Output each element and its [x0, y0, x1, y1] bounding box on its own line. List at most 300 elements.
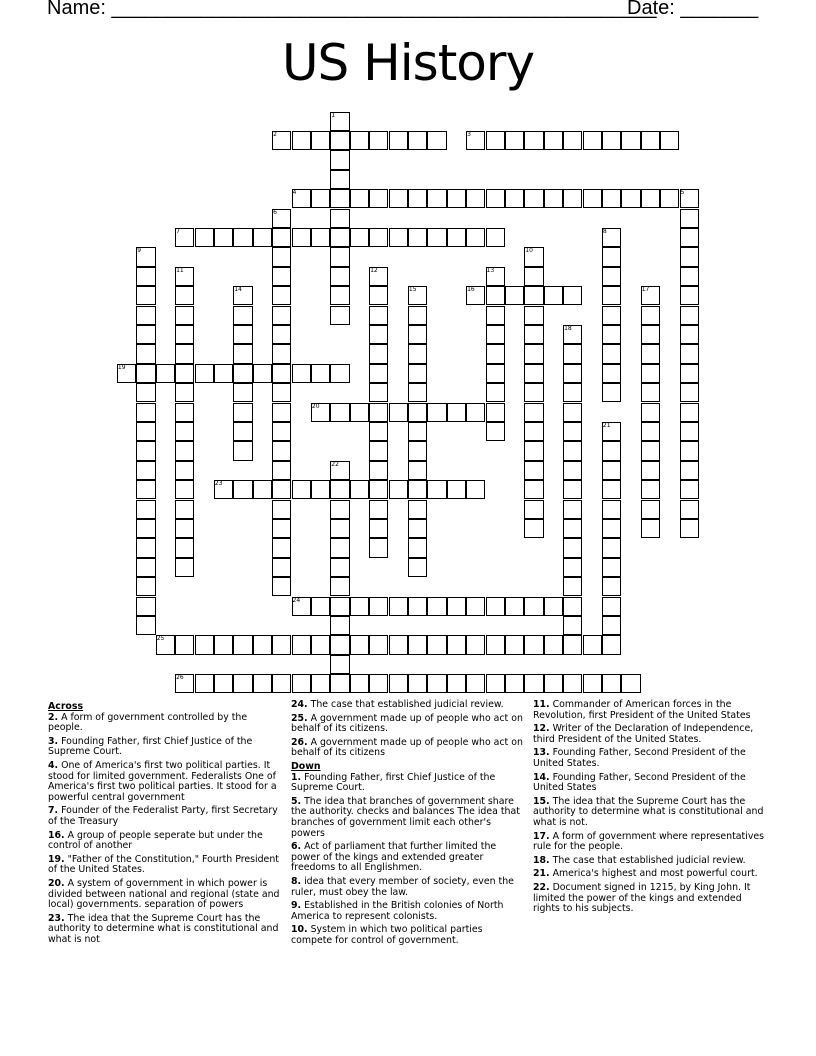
grid-cell[interactable]	[466, 597, 485, 616]
grid-cell[interactable]	[272, 538, 291, 557]
grid-cell[interactable]	[233, 364, 252, 383]
grid-cell[interactable]	[563, 577, 582, 596]
grid-cell[interactable]	[524, 325, 543, 344]
grid-cell[interactable]	[583, 189, 602, 208]
grid-cell[interactable]	[136, 325, 155, 344]
grid-cell[interactable]	[563, 461, 582, 480]
grid-cell[interactable]	[136, 597, 155, 616]
grid-cell[interactable]	[350, 131, 369, 150]
grid-cell[interactable]	[408, 306, 427, 325]
grid-cell[interactable]	[136, 461, 155, 480]
grid-cell[interactable]	[544, 286, 563, 305]
grid-cell[interactable]	[389, 131, 408, 150]
grid-cell[interactable]	[369, 635, 388, 654]
grid-cell[interactable]	[292, 674, 311, 693]
grid-cell[interactable]	[641, 422, 660, 441]
grid-cell[interactable]	[466, 480, 485, 499]
grid-cell[interactable]	[330, 674, 349, 693]
grid-cell[interactable]	[330, 247, 349, 266]
grid-cell[interactable]	[602, 597, 621, 616]
grid-cell[interactable]	[136, 500, 155, 519]
grid-cell[interactable]	[466, 228, 485, 247]
grid-cell[interactable]	[350, 597, 369, 616]
grid-cell[interactable]	[408, 344, 427, 363]
grid-cell[interactable]	[524, 635, 543, 654]
grid-cell[interactable]	[350, 635, 369, 654]
grid-cell[interactable]	[330, 267, 349, 286]
grid-cell[interactable]	[427, 674, 446, 693]
grid-cell[interactable]	[175, 344, 194, 363]
grid-cell[interactable]	[175, 364, 194, 383]
grid-cell[interactable]	[330, 306, 349, 325]
grid-cell[interactable]	[369, 519, 388, 538]
grid-cell[interactable]	[330, 616, 349, 635]
grid-cell[interactable]	[330, 286, 349, 305]
grid-cell[interactable]	[233, 480, 252, 499]
grid-cell[interactable]	[214, 364, 233, 383]
grid-cell[interactable]	[369, 325, 388, 344]
grid-cell[interactable]	[680, 480, 699, 499]
grid-cell[interactable]	[175, 480, 194, 499]
grid-cell[interactable]	[369, 480, 388, 499]
grid-cell[interactable]	[486, 383, 505, 402]
grid-cell[interactable]	[195, 635, 214, 654]
grid-cell[interactable]	[330, 538, 349, 557]
grid-cell[interactable]	[602, 558, 621, 577]
grid-cell[interactable]	[563, 364, 582, 383]
grid-cell[interactable]	[369, 189, 388, 208]
grid-cell[interactable]	[136, 558, 155, 577]
grid-cell[interactable]	[427, 228, 446, 247]
grid-cell[interactable]	[272, 558, 291, 577]
grid-cell[interactable]	[369, 131, 388, 150]
grid-cell[interactable]	[369, 383, 388, 402]
grid-cell[interactable]	[466, 403, 485, 422]
grid-cell[interactable]	[311, 480, 330, 499]
grid-cell[interactable]	[292, 480, 311, 499]
grid-cell[interactable]	[136, 364, 155, 383]
grid-cell[interactable]	[680, 364, 699, 383]
grid-cell[interactable]	[369, 403, 388, 422]
grid-cell[interactable]	[641, 344, 660, 363]
grid-cell[interactable]	[272, 306, 291, 325]
grid-cell[interactable]	[602, 500, 621, 519]
grid-cell[interactable]	[544, 597, 563, 616]
grid-cell[interactable]	[680, 325, 699, 344]
grid-cell[interactable]	[486, 131, 505, 150]
grid-cell[interactable]	[602, 286, 621, 305]
grid-cell[interactable]	[272, 500, 291, 519]
grid-cell[interactable]	[330, 480, 349, 499]
grid-cell[interactable]	[524, 286, 543, 305]
grid-cell[interactable]	[136, 538, 155, 557]
grid-cell[interactable]	[233, 344, 252, 363]
grid-cell[interactable]	[563, 480, 582, 499]
grid-cell[interactable]	[272, 344, 291, 363]
grid-cell[interactable]	[214, 228, 233, 247]
grid-cell[interactable]	[311, 228, 330, 247]
grid-cell[interactable]	[680, 500, 699, 519]
grid-cell[interactable]	[524, 519, 543, 538]
grid-cell[interactable]	[602, 519, 621, 538]
grid-cell[interactable]	[253, 228, 272, 247]
grid-cell[interactable]	[253, 635, 272, 654]
grid-cell[interactable]	[563, 441, 582, 460]
grid-cell[interactable]	[408, 325, 427, 344]
grid-cell[interactable]	[486, 325, 505, 344]
grid-cell[interactable]	[447, 480, 466, 499]
grid-cell[interactable]	[408, 364, 427, 383]
grid-cell[interactable]	[641, 189, 660, 208]
grid-cell[interactable]	[641, 441, 660, 460]
grid-cell[interactable]	[272, 247, 291, 266]
grid-cell[interactable]	[524, 189, 543, 208]
grid-cell[interactable]	[175, 422, 194, 441]
grid-cell[interactable]	[680, 461, 699, 480]
grid-cell[interactable]	[253, 364, 272, 383]
grid-cell[interactable]	[660, 131, 679, 150]
grid-cell[interactable]	[466, 189, 485, 208]
grid-cell[interactable]	[272, 325, 291, 344]
grid-cell[interactable]	[602, 325, 621, 344]
grid-cell[interactable]	[233, 325, 252, 344]
grid-cell[interactable]	[330, 209, 349, 228]
grid-cell[interactable]	[369, 538, 388, 557]
grid-cell[interactable]	[311, 635, 330, 654]
grid-cell[interactable]	[544, 635, 563, 654]
grid-cell[interactable]	[330, 519, 349, 538]
grid-cell[interactable]	[311, 189, 330, 208]
grid-cell[interactable]	[272, 519, 291, 538]
grid-cell[interactable]	[563, 558, 582, 577]
grid-cell[interactable]	[602, 306, 621, 325]
grid-cell[interactable]	[175, 403, 194, 422]
grid-cell[interactable]	[680, 422, 699, 441]
grid-cell[interactable]	[680, 306, 699, 325]
grid-cell[interactable]	[486, 306, 505, 325]
grid-cell[interactable]	[602, 247, 621, 266]
grid-cell[interactable]	[408, 480, 427, 499]
grid-cell[interactable]	[563, 403, 582, 422]
grid-cell[interactable]	[563, 538, 582, 557]
grid-cell[interactable]	[175, 558, 194, 577]
grid-cell[interactable]	[563, 674, 582, 693]
grid-cell[interactable]	[563, 500, 582, 519]
grid-cell[interactable]	[369, 286, 388, 305]
grid-cell[interactable]	[330, 364, 349, 383]
grid-cell[interactable]	[583, 674, 602, 693]
grid-cell[interactable]	[466, 635, 485, 654]
grid-cell[interactable]	[330, 131, 349, 150]
grid-cell[interactable]	[369, 461, 388, 480]
grid-cell[interactable]	[544, 131, 563, 150]
grid-cell[interactable]	[369, 500, 388, 519]
grid-cell[interactable]	[641, 306, 660, 325]
grid-cell[interactable]	[427, 131, 446, 150]
grid-cell[interactable]	[272, 383, 291, 402]
grid-cell[interactable]	[408, 131, 427, 150]
grid-cell[interactable]	[408, 500, 427, 519]
grid-cell[interactable]	[408, 403, 427, 422]
grid-cell[interactable]	[389, 228, 408, 247]
grid-cell[interactable]	[136, 519, 155, 538]
grid-cell[interactable]	[369, 597, 388, 616]
grid-cell[interactable]	[602, 364, 621, 383]
grid-cell[interactable]	[680, 383, 699, 402]
grid-cell[interactable]	[602, 674, 621, 693]
grid-cell[interactable]	[447, 674, 466, 693]
grid-cell[interactable]	[272, 286, 291, 305]
grid-cell[interactable]	[136, 441, 155, 460]
grid-cell[interactable]	[136, 306, 155, 325]
grid-cell[interactable]	[524, 441, 543, 460]
grid-cell[interactable]	[136, 616, 155, 635]
grid-cell[interactable]	[272, 461, 291, 480]
grid-cell[interactable]	[369, 306, 388, 325]
grid-cell[interactable]	[233, 674, 252, 693]
grid-cell[interactable]	[330, 150, 349, 169]
grid-cell[interactable]	[641, 383, 660, 402]
grid-cell[interactable]	[563, 422, 582, 441]
grid-cell[interactable]	[272, 364, 291, 383]
grid-cell[interactable]	[369, 364, 388, 383]
grid-cell[interactable]	[524, 131, 543, 150]
grid-cell[interactable]	[214, 635, 233, 654]
grid-cell[interactable]	[330, 635, 349, 654]
grid-cell[interactable]	[505, 131, 524, 150]
grid-cell[interactable]	[369, 441, 388, 460]
grid-cell[interactable]	[524, 306, 543, 325]
grid-cell[interactable]	[486, 597, 505, 616]
grid-cell[interactable]	[292, 364, 311, 383]
grid-cell[interactable]	[563, 635, 582, 654]
grid-cell[interactable]	[253, 480, 272, 499]
grid-cell[interactable]	[621, 674, 640, 693]
grid-cell[interactable]	[621, 189, 640, 208]
grid-cell[interactable]	[680, 519, 699, 538]
grid-cell[interactable]	[175, 538, 194, 557]
grid-cell[interactable]	[136, 286, 155, 305]
grid-cell[interactable]	[136, 267, 155, 286]
grid-cell[interactable]	[602, 461, 621, 480]
grid-cell[interactable]	[680, 344, 699, 363]
grid-cell[interactable]	[175, 383, 194, 402]
grid-cell[interactable]	[505, 286, 524, 305]
grid-cell[interactable]	[272, 577, 291, 596]
grid-cell[interactable]	[350, 403, 369, 422]
grid-cell[interactable]	[505, 674, 524, 693]
grid-cell[interactable]	[486, 422, 505, 441]
grid-cell[interactable]	[505, 189, 524, 208]
grid-cell[interactable]	[602, 480, 621, 499]
grid-cell[interactable]	[330, 597, 349, 616]
grid-cell[interactable]	[292, 228, 311, 247]
grid-cell[interactable]	[292, 131, 311, 150]
grid-cell[interactable]	[136, 422, 155, 441]
grid-cell[interactable]	[408, 228, 427, 247]
grid-cell[interactable]	[680, 209, 699, 228]
grid-cell[interactable]	[427, 597, 446, 616]
grid-cell[interactable]	[233, 228, 252, 247]
grid-cell[interactable]	[156, 364, 175, 383]
grid-cell[interactable]	[447, 597, 466, 616]
grid-cell[interactable]	[136, 344, 155, 363]
grid-cell[interactable]	[680, 286, 699, 305]
grid-cell[interactable]	[427, 480, 446, 499]
grid-cell[interactable]	[466, 674, 485, 693]
grid-cell[interactable]	[602, 383, 621, 402]
grid-cell[interactable]	[680, 267, 699, 286]
grid-cell[interactable]	[330, 170, 349, 189]
grid-cell[interactable]	[408, 635, 427, 654]
grid-cell[interactable]	[524, 383, 543, 402]
grid-cell[interactable]	[524, 364, 543, 383]
grid-cell[interactable]	[195, 228, 214, 247]
grid-cell[interactable]	[272, 422, 291, 441]
grid-cell[interactable]	[486, 364, 505, 383]
grid-cell[interactable]	[175, 519, 194, 538]
grid-cell[interactable]	[389, 635, 408, 654]
grid-cell[interactable]	[602, 131, 621, 150]
grid-cell[interactable]	[389, 674, 408, 693]
grid-cell[interactable]	[233, 441, 252, 460]
grid-cell[interactable]	[641, 519, 660, 538]
grid-cell[interactable]	[641, 461, 660, 480]
grid-cell[interactable]	[544, 674, 563, 693]
grid-cell[interactable]	[427, 635, 446, 654]
grid-cell[interactable]	[602, 344, 621, 363]
grid-cell[interactable]	[408, 422, 427, 441]
grid-cell[interactable]	[486, 403, 505, 422]
grid-cell[interactable]	[389, 597, 408, 616]
grid-cell[interactable]	[136, 480, 155, 499]
grid-cell[interactable]	[447, 189, 466, 208]
grid-cell[interactable]	[602, 267, 621, 286]
grid-cell[interactable]	[233, 403, 252, 422]
grid-cell[interactable]	[408, 597, 427, 616]
grid-cell[interactable]	[175, 441, 194, 460]
grid-cell[interactable]	[330, 189, 349, 208]
grid-cell[interactable]	[175, 306, 194, 325]
grid-cell[interactable]	[272, 441, 291, 460]
grid-cell[interactable]	[641, 131, 660, 150]
grid-cell[interactable]	[505, 597, 524, 616]
grid-cell[interactable]	[311, 597, 330, 616]
grid-cell[interactable]	[233, 306, 252, 325]
grid-cell[interactable]	[524, 597, 543, 616]
grid-cell[interactable]	[175, 500, 194, 519]
grid-cell[interactable]	[408, 383, 427, 402]
grid-cell[interactable]	[272, 480, 291, 499]
grid-cell[interactable]	[195, 674, 214, 693]
grid-cell[interactable]	[563, 383, 582, 402]
grid-cell[interactable]	[330, 228, 349, 247]
grid-cell[interactable]	[602, 577, 621, 596]
grid-cell[interactable]	[641, 403, 660, 422]
grid-cell[interactable]	[524, 267, 543, 286]
grid-cell[interactable]	[233, 422, 252, 441]
grid-cell[interactable]	[486, 344, 505, 363]
grid-cell[interactable]	[408, 189, 427, 208]
grid-cell[interactable]	[602, 538, 621, 557]
grid-cell[interactable]	[175, 635, 194, 654]
grid-cell[interactable]	[486, 228, 505, 247]
grid-cell[interactable]	[524, 674, 543, 693]
grid-cell[interactable]	[524, 480, 543, 499]
grid-cell[interactable]	[427, 189, 446, 208]
grid-cell[interactable]	[330, 655, 349, 674]
grid-cell[interactable]	[563, 519, 582, 538]
grid-cell[interactable]	[408, 441, 427, 460]
grid-cell[interactable]	[330, 558, 349, 577]
grid-cell[interactable]	[272, 635, 291, 654]
grid-cell[interactable]	[214, 674, 233, 693]
grid-cell[interactable]	[447, 228, 466, 247]
grid-cell[interactable]	[486, 286, 505, 305]
grid-cell[interactable]	[641, 480, 660, 499]
grid-cell[interactable]	[408, 519, 427, 538]
grid-cell[interactable]	[524, 500, 543, 519]
grid-cell[interactable]	[369, 344, 388, 363]
grid-cell[interactable]	[563, 131, 582, 150]
grid-cell[interactable]	[136, 403, 155, 422]
grid-cell[interactable]	[330, 500, 349, 519]
grid-cell[interactable]	[641, 325, 660, 344]
grid-cell[interactable]	[680, 228, 699, 247]
grid-cell[interactable]	[350, 480, 369, 499]
grid-cell[interactable]	[680, 441, 699, 460]
grid-cell[interactable]	[350, 674, 369, 693]
grid-cell[interactable]	[330, 577, 349, 596]
grid-cell[interactable]	[175, 461, 194, 480]
grid-cell[interactable]	[641, 500, 660, 519]
grid-cell[interactable]	[602, 616, 621, 635]
grid-cell[interactable]	[544, 189, 563, 208]
grid-cell[interactable]	[602, 635, 621, 654]
grid-cell[interactable]	[330, 403, 349, 422]
grid-cell[interactable]	[175, 325, 194, 344]
grid-cell[interactable]	[563, 286, 582, 305]
grid-cell[interactable]	[408, 461, 427, 480]
grid-cell[interactable]	[272, 674, 291, 693]
grid-cell[interactable]	[427, 403, 446, 422]
grid-cell[interactable]	[369, 422, 388, 441]
grid-cell[interactable]	[486, 635, 505, 654]
grid-cell[interactable]	[563, 189, 582, 208]
grid-cell[interactable]	[350, 189, 369, 208]
grid-cell[interactable]	[272, 267, 291, 286]
grid-cell[interactable]	[583, 635, 602, 654]
grid-cell[interactable]	[486, 189, 505, 208]
grid-cell[interactable]	[136, 577, 155, 596]
grid-cell[interactable]	[389, 480, 408, 499]
grid-cell[interactable]	[253, 674, 272, 693]
grid-cell[interactable]	[602, 441, 621, 460]
grid-cell[interactable]	[233, 635, 252, 654]
grid-cell[interactable]	[524, 461, 543, 480]
grid-cell[interactable]	[408, 674, 427, 693]
grid-cell[interactable]	[641, 364, 660, 383]
grid-cell[interactable]	[447, 403, 466, 422]
grid-cell[interactable]	[602, 189, 621, 208]
grid-cell[interactable]	[195, 364, 214, 383]
grid-cell[interactable]	[408, 538, 427, 557]
grid-cell[interactable]	[311, 674, 330, 693]
grid-cell[interactable]	[292, 635, 311, 654]
grid-cell[interactable]	[369, 228, 388, 247]
grid-cell[interactable]	[311, 364, 330, 383]
grid-cell[interactable]	[524, 403, 543, 422]
